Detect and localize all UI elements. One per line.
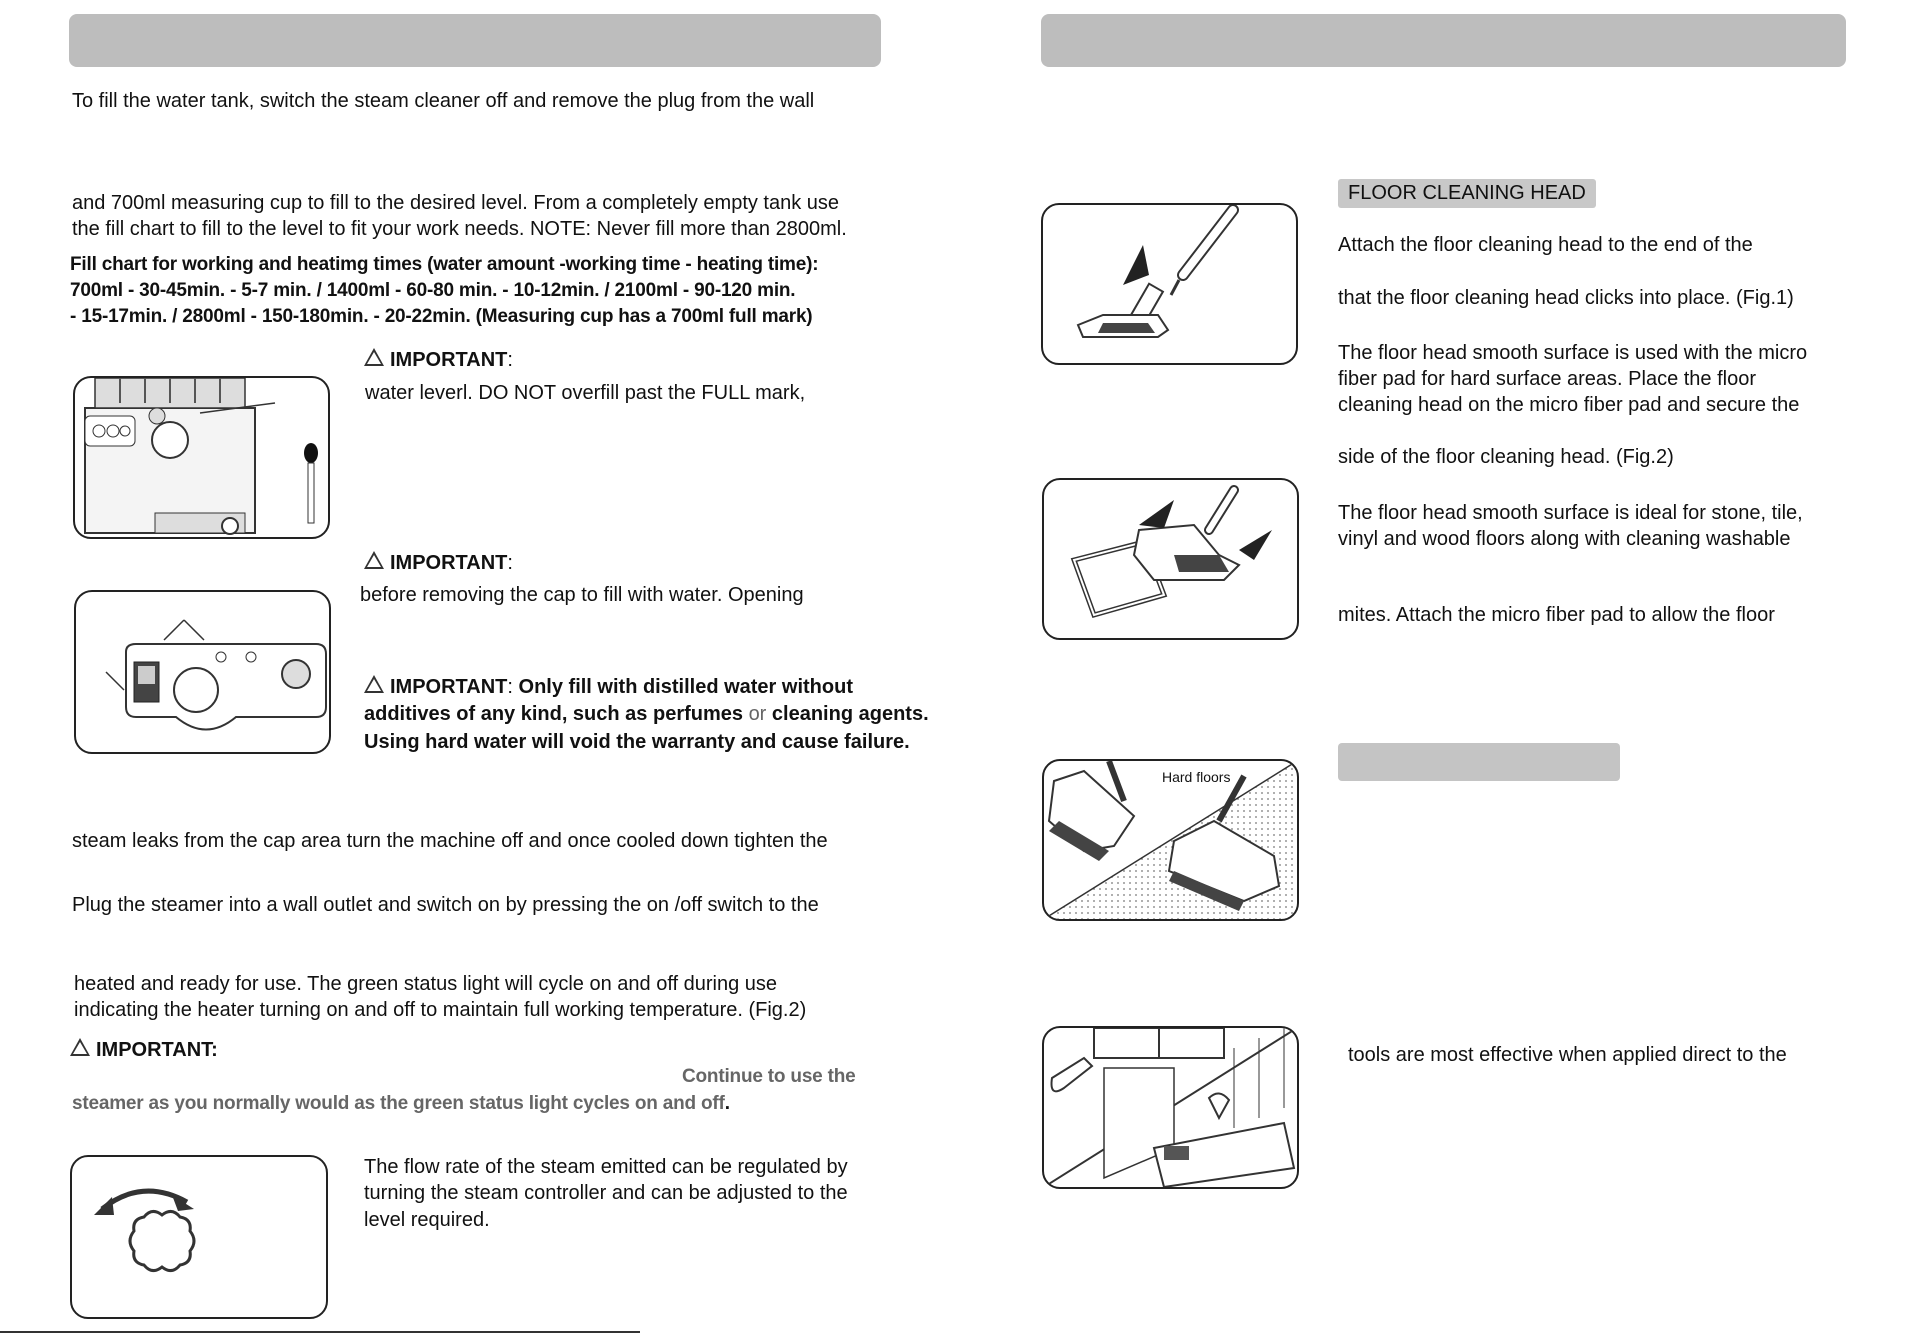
- micro-fiber-pad-figure: [1042, 478, 1299, 640]
- left-header-bar: [69, 14, 881, 67]
- important-notice-4: IMPORTANT:: [70, 1038, 218, 1062]
- continue-use-text: Continue to use the: [682, 1066, 856, 1087]
- warning-triangle-icon: [364, 348, 384, 366]
- floor-cleaning-head-tag: FLOOR CLEANING HEAD: [1338, 179, 1596, 208]
- attach-text-2: that the floor cleaning head clicks into place. (Fig.1): [1338, 287, 1794, 309]
- smooth-surface-text-4: side of the floor cleaning head. (Fig.2): [1338, 446, 1674, 468]
- smooth-surface-text-3: cleaning head on the micro fiber pad and secure the: [1338, 394, 1800, 416]
- tools-effective-text: tools are most effective when applied direct to the: [1348, 1044, 1787, 1066]
- flow-rate-line-1: The flow rate of the steam emitted can be regulated by: [364, 1156, 848, 1178]
- important-3-line-3: Using hard water will void the warranty and cause failure.: [364, 731, 910, 753]
- hard-floors-figure: [1042, 759, 1299, 921]
- fill-chart-line-2: 700ml - 30-45min. - 5-7 min. / 1400ml - 60-80 min. - 10-12min. / 2100ml - 90-120 min.: [70, 280, 796, 301]
- ideal-floors-text-1: The floor head smooth surface is ideal for stone, tile,: [1338, 502, 1803, 524]
- heated-ready-text: heated and ready for use. The green status light will cycle on and off during use: [74, 973, 778, 995]
- control-panel-figure: [74, 590, 331, 754]
- smooth-surface-text-1: The floor head smooth surface is used with the micro: [1338, 342, 1808, 364]
- fill-chart-line-1: Fill chart for working and heatimg times (water amount -working time - heating time):: [70, 254, 819, 275]
- warning-triangle-icon: [364, 675, 384, 693]
- attach-head-figure: [1041, 203, 1298, 365]
- ideal-floors-text-3: mites. Attach the micro fiber pad to allow the floor: [1338, 604, 1775, 626]
- important-3-line-2: additives of any kind, such as perfumes or cleaning agents.: [364, 703, 929, 725]
- tools-application-figure: [1042, 1026, 1299, 1189]
- fill-chart-line-3: - 15-17min. / 2800ml - 150-180min. - 20-22min. (Measuring cup has a 700ml full mark): [70, 306, 813, 327]
- hard-floors-label: Hard floors: [1162, 769, 1231, 785]
- smooth-surface-text-2: fiber pad for hard surface areas. Place the floor: [1338, 368, 1757, 390]
- fill-instruction-text: To fill the water tank, switch the steam cleaner off and remove the plug from the wall: [72, 90, 815, 112]
- warning-triangle-icon: [364, 551, 384, 569]
- steam-controller-figure: [70, 1155, 328, 1319]
- continue-use-text-2: steamer as you normally would as the green status light cycles on and off.: [72, 1093, 730, 1114]
- heater-cycle-text: indicating the heater turning on and off to maintain full working temperature. (Fig.2): [74, 999, 807, 1021]
- important-1-text: water leverl. DO NOT overfill past the FULL mark,: [365, 382, 806, 404]
- right-header-bar: [1041, 14, 1846, 67]
- flow-rate-line-3: level required.: [364, 1209, 490, 1231]
- important-notice-3: IMPORTANT: Only fill with distilled water without: [364, 675, 853, 699]
- important-notice-2: IMPORTANT:: [364, 551, 513, 575]
- plug-in-text: Plug the steamer into a wall outlet and switch on by pressing the on /off switch to the: [72, 894, 819, 916]
- important-notice-1: IMPORTANT:: [364, 348, 513, 372]
- important-2-text: before removing the cap to fill with water. Opening: [360, 584, 804, 606]
- page-bottom-rule: [0, 1331, 640, 1333]
- attach-text-1: Attach the floor cleaning head to the end of the: [1338, 234, 1753, 256]
- right-subheader-bar: [1338, 743, 1620, 781]
- steamer-machine-figure: [73, 376, 330, 539]
- steam-leak-text: steam leaks from the cap area turn the machine off and once cooled down tighten the: [72, 830, 828, 852]
- warning-triangle-icon: [70, 1038, 90, 1056]
- fill-chart-note-text: the fill chart to fill to the level to fit your work needs. NOTE: Never fill more than 2800ml.: [72, 218, 847, 240]
- ideal-floors-text-2: vinyl and wood floors along with cleaning washable: [1338, 528, 1791, 550]
- measuring-cup-text: and 700ml measuring cup to fill to the desired level. From a completely empty tank use: [72, 192, 840, 214]
- flow-rate-line-2: turning the steam controller and can be adjusted to the: [364, 1182, 848, 1204]
